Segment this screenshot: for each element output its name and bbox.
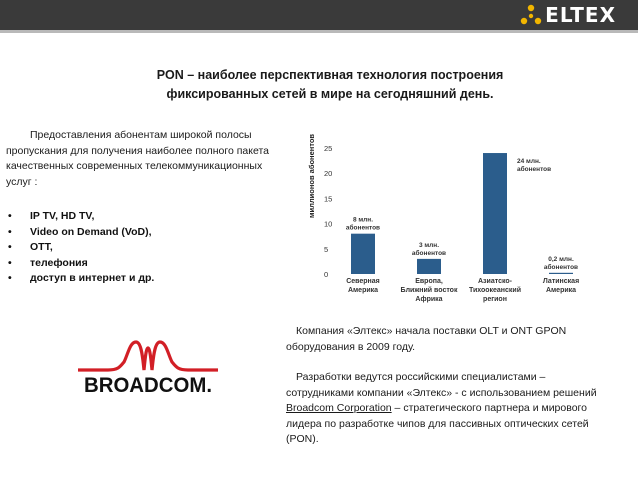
chart-category-label: Тихоокеанский — [468, 287, 522, 294]
header-divider — [0, 30, 638, 33]
chart-data-label: абонентов — [543, 263, 579, 271]
intro-line-4: услуг : — [6, 175, 38, 188]
chart-category-label: регион — [483, 296, 507, 303]
broadcom-logo — [78, 340, 218, 402]
chart-y-axis-label: миллионов абонентов — [307, 133, 316, 219]
services-list-item: • телефония — [8, 256, 154, 272]
intro-line-2: пропускания для получения наиболее полного пакета — [6, 144, 269, 157]
services-list-item: • Video on Demand (VoD), — [8, 225, 154, 241]
company-para2-line-3-rest: – стратегического партнера и мирового — [391, 402, 587, 414]
intro-line-3: качественных современных телекоммуникационных — [6, 160, 263, 172]
header-bar — [0, 0, 638, 30]
company-para2-line-3 — [286, 401, 616, 417]
chart-data-label: 24 млн. — [517, 158, 541, 166]
services-list-item: • IP TV, HD TV, — [8, 209, 154, 225]
chart-y-tick-label: 10 — [324, 219, 333, 229]
chart-bar — [417, 259, 441, 274]
chart-data-label: абонентов — [411, 249, 447, 257]
chart-category-label: Америка — [347, 287, 379, 294]
intro-line-1: Предоставления абонентам широкой полосы — [30, 129, 252, 141]
company-para1-line-2: оборудования в 2009 году. — [286, 340, 416, 353]
company-para1-line-1: Компания «Элтекс» начала поставки OLT и ONT GPON — [296, 325, 567, 337]
page-title — [140, 66, 520, 104]
chart-data-label: 0,2 млн. — [548, 255, 574, 263]
subscribers-bar-chart — [304, 126, 638, 306]
chart-y-tick-label: 5 — [324, 244, 329, 254]
company-para2-line-2: сотрудниками компании «Элтекс» - с использованием решений — [286, 386, 597, 399]
services-list-item: • доступ в интернет и др. — [8, 271, 154, 287]
chart-category-label: Ближний восток — [400, 287, 458, 294]
broadcom-corporation-link[interactable]: Broadcom Corporation — [286, 402, 392, 414]
chart-data-label: 8 млн. — [352, 216, 374, 224]
chart-bar — [351, 234, 375, 274]
chart-category-label: Северная — [346, 278, 380, 285]
eltex-logo-mark-icon — [520, 4, 542, 26]
chart-category-label: Европа, — [415, 278, 443, 285]
page-title-line-2: фиксированных сетей в мире на сегодняшний день. — [166, 87, 494, 101]
chart-y-tick-label: 25 — [324, 144, 333, 153]
chart-data-label: абонентов — [345, 224, 381, 232]
chart-data-label: абонентов — [517, 166, 552, 174]
chart-bar — [483, 153, 507, 274]
chart-bar — [549, 273, 573, 274]
eltex-logo — [520, 4, 616, 26]
chart-data-label: 3 млн. — [418, 241, 440, 249]
company-para2-line-4: лидера по разработке чипов для пассивных оптических сетей — [286, 417, 589, 430]
chart-y-tick-label: 15 — [324, 194, 333, 204]
chart-category-label: Африка — [415, 296, 443, 303]
services-list-item: • OTT, — [8, 240, 154, 256]
company-text — [286, 324, 616, 448]
services-list — [8, 209, 154, 287]
chart-category-label: Латинская — [542, 278, 580, 285]
intro-text — [6, 128, 306, 190]
chart-category-label: Америка — [545, 287, 577, 294]
page-title-line-1: PON – наиболее перспективная технология построения — [156, 68, 504, 82]
chart-y-tick-label: 0 — [324, 270, 329, 279]
broadcom-logo-text: BROADCOM. — [84, 374, 212, 397]
chart-category-label: Азиатско- — [478, 278, 512, 285]
company-para2-line-1: Разработки ведутся российскими специалистами – — [296, 371, 546, 383]
company-para2-line-5: (PON). — [286, 433, 319, 445]
eltex-logo-text: ELTEX — [545, 3, 616, 27]
broadcom-pulse-icon — [78, 342, 218, 370]
chart-y-tick-label: 20 — [324, 169, 333, 179]
